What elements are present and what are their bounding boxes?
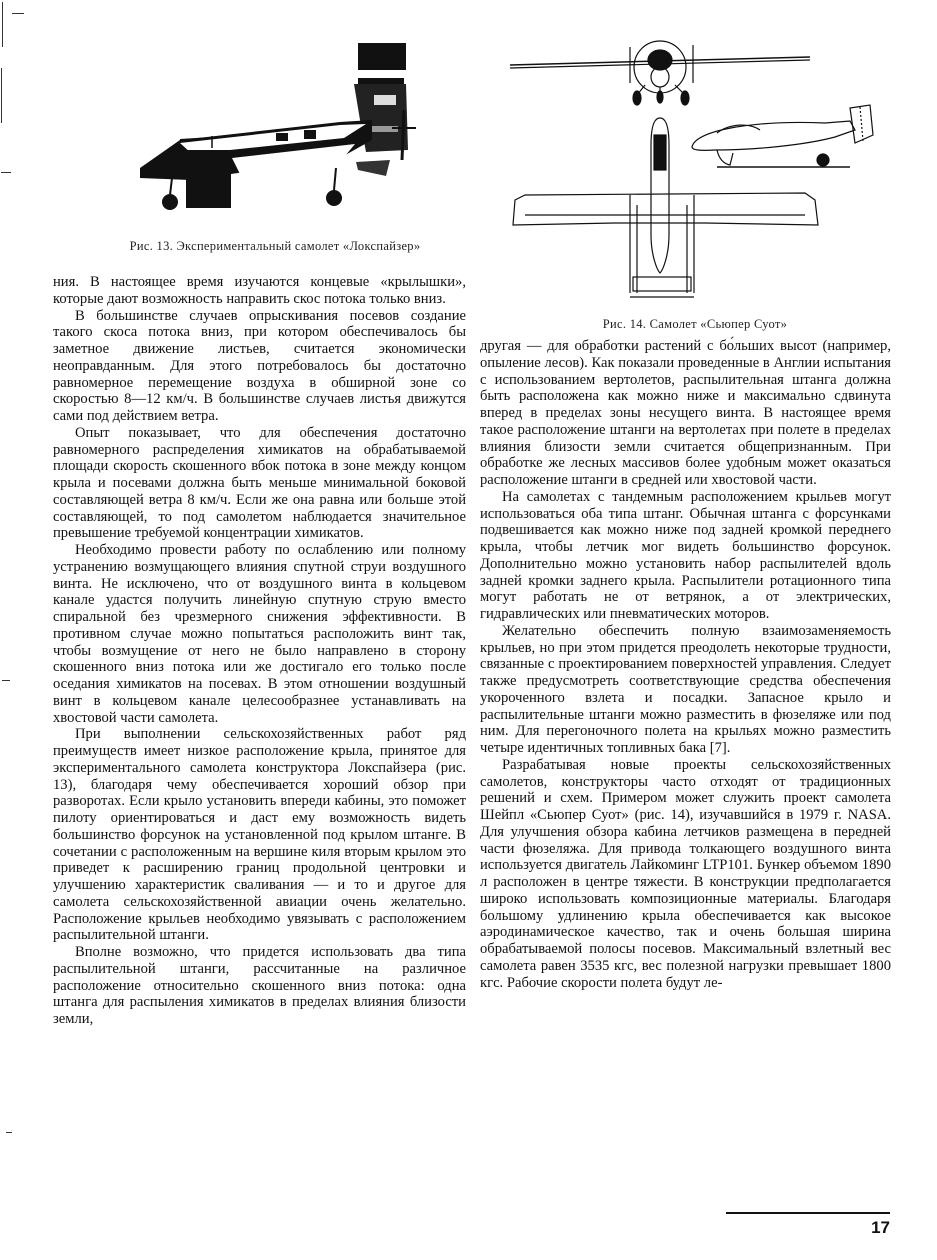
scan-margin-mark [12,13,24,14]
paragraph: При выполнении сельскохозяйственных работ ряд преимуществ имеет низкое расположение крыла, принятое для экспериментального самолета конструктора Локспайзера (рис. 13), благодаря чему обеспечивается хороший обзор при разворотах. Если крыло установить впереди кабины, это поможет пилоту ориентироваться и даст ему возможность видеть большинство форсунок на установленной под крылом штанге. В сочетании с расположенным на вершине киля вторым крылом это приведет к расширению границ продольной центровки и улучшению характеристик сваливания — и то и другое для самолета сельскохозяйственной авиации очень желательно. Расположение крыльев необходимо увязывать с расположением распылительной штанги. [53,726,466,944]
paragraph: другая — для обработки растений с бо́льших высот (например, опыление лесов). Как показали проведенные в Англии испытания с использованием вертолетов, распылительная штанга должна быть расположена как можно ниже и максимально сдвинута вперед в пределах зоны несущего винта. В настоящее время такое расположение штанги на вертолетах при полете в пределах влияния близости земли считается общепризнанным. При обработке же лесных массивов более удобным может оказаться расположение штанги в средней или хвостовой части. [480,338,891,488]
paragraph: Вполне возможно, что придется использовать два типа распылительной штанги, рассчитанные на различное расположение относительно скошенного вниз потока: одна штанга для распыления химикатов в пределах влияния близости земли, [53,944,466,1027]
scan-margin-mark [6,1132,12,1133]
figure-14-caption: Рис. 14. Самолет «Сьюпер Суот» [602,317,788,331]
paragraph: ния. В настоящее время изучаются концевые «крылышки», которые дают возможность направить скос потока только вниз. [53,274,466,307]
page-number: 17 [871,1218,890,1237]
paragraph: Желательно обеспечить полную взаимозаменяемость крыльев, но при этом придется преодолеть некоторые трудности, связанные с проектированием поверхностей управления. Следует также предусмотреть соответствующие средства обеспечения укороченного взлета и посадки. Запасное крыло и распылительные штанги можно разместить в фюзеляже или под ним. Для перегоночного полета на крыльях можно разместить четыре идентичных топливных бака [7]. [480,622,891,756]
paragraph: На самолетах с тандемным расположением крыльев могут использоваться оба типа штанг. Обычная штанга с форсунками подвешивается как можно ниже под задней кромкой переднего крыла, чтобы летчик мог видеть большинство форсунок. Дополнительно можно установить набор распылителей вдоль задней кромки заднего крыла. Распылители ротационного типа могут работать не от ветрянок, а от электрических, гидравлических или пневматических моторов. [480,488,891,622]
footer-rule [726,1212,890,1214]
scan-margin-mark [2,2,3,47]
paragraph: Опыт показывает, что для обеспечения достаточно равномерного распределения химикатов на обрабатываемой площади скорость скошенного вбок потока в зоне между концом крыла и посевами должна быть меньше минимальной боковой составляющей ветра 8 км/ч. Если же она равна или больше этой составляющей, то под самолетом наблюдается значительное превышение требуемой концентрации химикатов. [53,424,466,542]
paragraph: Разрабатывая новые проекты сельскохозяйственных самолетов, конструкторы часто отходят от традиционных решений и схем. Примером может служить проект самолета Шейпл «Сьюпер Суот» (рис. 14), изучавшийся в 1979 г. NASA. Для улучшения обзора кабина летчиков размещена в передней части фюзеляжа. Для привода толкающего воздушного винта используется двигатель Лайкоминг LTP101. Бункер объемом 1890 л расположен в центре тяжести. В конструкции предполагается широко использовать композиционные материалы. Благодаря большому удлинению крыла обеспечивается как высокое аэродинамическое качество, так и очень большая ширина обрабатываемой полосы посевов. Максимальный взлетный вес самолета равен 3535 кгс, вес полезной нагрузки превышает 1800 кгс. Рабочие скорости полета будут ле- [480,756,891,991]
figure-14-three-view-drawing [505,35,900,300]
paragraph: Необходимо провести работу по ослаблению или полному устранению возмущающего влияния спутной струи воздушного винта. Не исключено, что от воздушного винта в кольцевом канале удастся получить линейную спутную струю вместо спиральной без чрезмерного снижения эффективности. В противном случае можно попытаться расположить винт так, чтобы возмущение от него не было направлено в сторону скошенного вниз потока или же достигало его только после оседания химикатов на посевах. В этом отношении воздушный винт в кольцевом канале целесообразнее устанавливать на хвостовой части самолета. [53,542,466,726]
text-column-right [480,338,891,991]
scan-margin-mark [1,172,11,173]
scan-margin-mark [2,680,10,681]
scan-margin-mark [1,68,2,123]
figure-13-aircraft-photo [140,40,460,220]
paragraph: В большинстве случаев опрыскивания посевов создание такого скоса потока вниз, при котором обеспечивалось бы заметное движение листьев, считается экономически неоправданным. Для этого потребовалось бы достаточно равномерное перемещение воздуха в обширной зоне со скоростью 8—12 км/ч. В большинстве случаев листья движутся сами под действием ветра. [53,307,466,424]
figure-13-caption: Рис. 13. Экспериментальный самолет «Локспайзер» [129,239,421,253]
text-column-left [53,274,466,1028]
